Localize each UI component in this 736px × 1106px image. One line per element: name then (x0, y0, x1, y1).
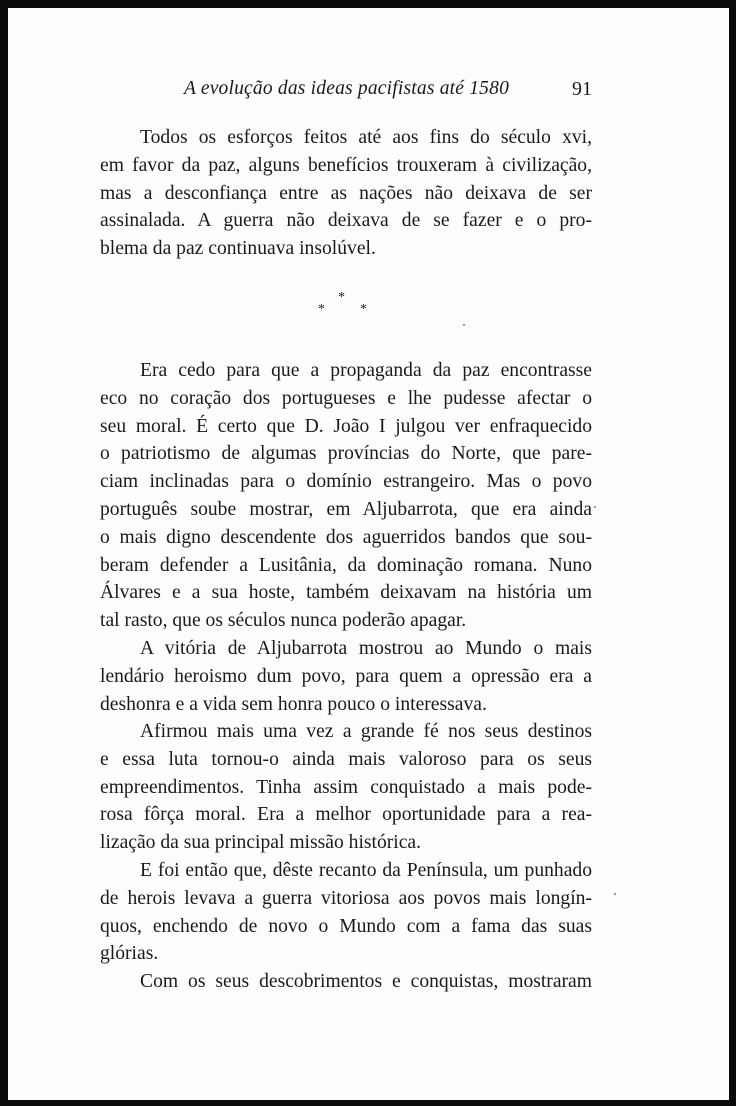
text-line: tal rasto, que os séculos nunca poderão apagar. (100, 610, 467, 632)
paper-speck (614, 893, 616, 895)
paper-speck (463, 324, 465, 326)
text-line: de herois levava a guerra vitoriosa aos povos mais longín- (100, 887, 592, 909)
text-line: Afirmou mais uma vez a grande fé nos seus destinos (140, 721, 592, 742)
running-head (100, 78, 592, 108)
text-line: Álvares e a sua hoste, também deixavam na história um (100, 582, 592, 604)
text-line: E foi então que, dêste recanto da Península, um punhado (140, 860, 592, 881)
paragraph-1 (100, 124, 592, 263)
page-number: 91 (572, 78, 592, 100)
text-line: empreendimentos. Tinha assim conquistado a mais pode- (100, 776, 592, 798)
paragraph-3 (100, 635, 592, 718)
text-line: Era cedo para que a propaganda da paz encontrasse (140, 360, 592, 381)
text-line: Todos os esforços feitos até aos fins do século xvi, (140, 127, 592, 148)
text-line: e essa luta tornou-o ainda mais valoroso para os seus (100, 748, 592, 770)
paragraph-4 (100, 718, 592, 857)
text-line: mas a desconfiança entre as nações não deixava de ser (100, 182, 592, 204)
paragraph-6 (100, 968, 592, 996)
asterisk-mark: * (338, 290, 345, 305)
paragraph-5 (100, 857, 592, 968)
text-line: assinalada. A guerra não deixava de se fazer e o pro- (100, 210, 592, 232)
text-line: quos, enchendo de novo o Mundo com a fama das suas (100, 915, 592, 937)
text-line: deshonra e a vida sem honra pouco o interessava. (100, 693, 487, 715)
text-line: eco no coração dos portugueses e lhe pudesse afectar o (100, 387, 592, 409)
running-head-title: A evolução das ideas pacifistas até 1580 (184, 78, 510, 99)
text-line: lização da sua principal missão histórica. (100, 832, 422, 854)
text-line: beram defender a Lusitânia, da dominação romana. Nuno (100, 554, 592, 576)
text-line: rosa fôrça moral. Era a melhor oportunidade para a rea- (100, 804, 592, 826)
paper-speck (594, 506, 596, 508)
asterisk-mark: * (318, 302, 325, 317)
text-line: glórias. (100, 943, 159, 965)
text-line: lendário heroismo dum povo, para quem a opressão era a (100, 665, 592, 687)
text-line: blema da paz continuava insolúvel. (100, 238, 376, 260)
text-line: ciam inclinadas para o domínio estrangeiro. Mas o povo (100, 471, 592, 493)
text-line: o patriotismo de algumas províncias do Norte, que pare- (100, 443, 592, 465)
asterisk-mark: * (360, 302, 367, 317)
text-line: em favor da paz, alguns benefícios trouxeram à civilização, (100, 154, 592, 176)
paragraph-2 (100, 357, 592, 635)
text-line: seu moral. É certo que D. João I julgou ver enfraquecido (100, 415, 592, 437)
text-line: português soube mostrar, em Aljubarrota, que era ainda (100, 498, 592, 520)
text-line: Com os seus descobrimentos e conquistas, mostraram (140, 971, 592, 992)
text-line: A vitória de Aljubarrota mostrou ao Mundo o mais (140, 638, 592, 659)
text-line: o mais digno descendente dos aguerridos bandos que sou- (100, 526, 592, 548)
section-break-asterism (310, 290, 376, 326)
